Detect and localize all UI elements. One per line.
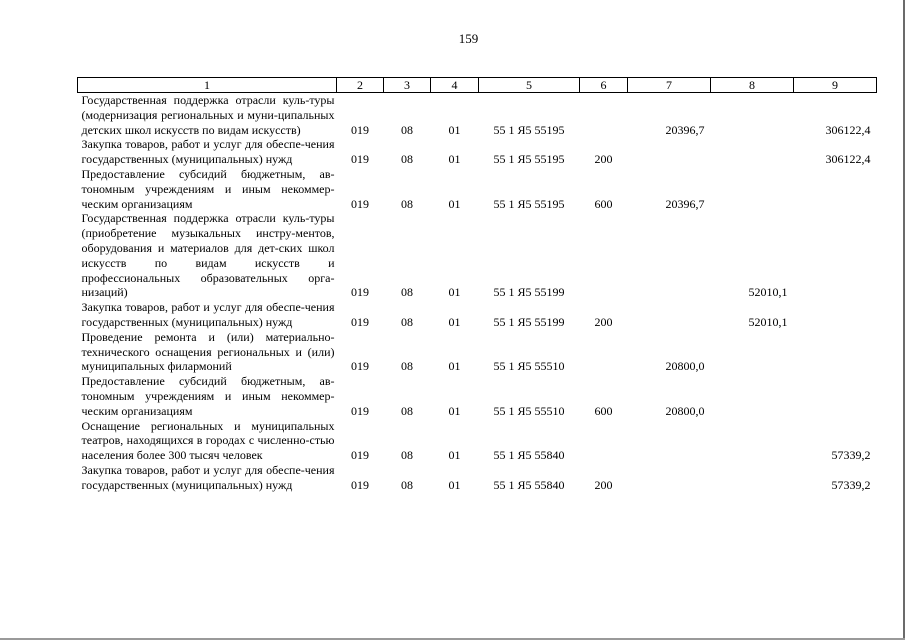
row-ministry-code: 019 — [351, 477, 369, 492]
table-row — [78, 300, 877, 330]
row-amount-col8 — [711, 167, 794, 211]
row-name: Оснащение региональных и муниципальных театров, находящихся в городах с численно-стью населения более 300 тысяч человек — [81, 418, 335, 463]
row-amount-col7 — [628, 211, 711, 300]
row-subsection-code: 01 — [448, 448, 461, 463]
row-amount-col8 — [711, 330, 794, 374]
column-header-6: 6 — [580, 78, 628, 93]
column-header-8: 8 — [711, 78, 794, 93]
row-target-article: 55 1 Я5 55510 — [493, 359, 565, 374]
budget-table — [77, 77, 877, 493]
column-number-row — [78, 78, 877, 93]
table-row — [78, 374, 877, 418]
row-expense-type — [580, 211, 628, 300]
row-amount-col8 — [711, 374, 794, 418]
table-row — [78, 93, 877, 138]
row-amount-col7: 20396,7 — [665, 196, 705, 211]
row-amount-col9 — [794, 330, 877, 374]
row-amount-col8 — [711, 93, 794, 138]
row-target-article: 55 1 Я5 55840 — [493, 448, 565, 463]
row-amount-col7: 20800,0 — [665, 403, 705, 418]
row-ministry-code: 019 — [351, 285, 369, 300]
row-ministry-code: 019 — [351, 196, 369, 211]
row-expense-type: 600 — [594, 196, 613, 211]
row-subsection-code: 01 — [448, 403, 461, 418]
row-name: Государственная поддержка отрасли куль-туры (модернизация региональных и муни-ципальных детских школ искусств по видам искусств) — [81, 93, 335, 137]
row-subsection-code: 01 — [448, 359, 461, 374]
row-subsection-code: 01 — [448, 152, 461, 167]
row-amount-col9: 306122,4 — [825, 152, 871, 167]
row-target-article: 55 1 Я5 55199 — [493, 314, 565, 329]
row-amount-col8 — [711, 419, 794, 463]
row-name: Государственная поддержка отрасли куль-туры (приобретение музыкальных инстру-ментов, оборудования и материалов для дет-ских школ искусств по видам искусств и профессиональных образовательных орга-низаций) — [81, 211, 335, 300]
row-section-code: 08 — [401, 359, 413, 374]
row-subsection-code: 01 — [448, 122, 461, 137]
row-section-code: 08 — [401, 477, 413, 492]
row-section-code: 08 — [401, 403, 413, 418]
column-header-5: 5 — [479, 78, 580, 93]
row-expense-type: 200 — [594, 152, 613, 167]
column-header-3: 3 — [384, 78, 431, 93]
row-section-code: 08 — [401, 448, 413, 463]
row-amount-col8 — [711, 463, 794, 493]
row-expense-type: 200 — [594, 314, 613, 329]
row-ministry-code: 019 — [351, 152, 369, 167]
row-name: Проведение ремонта и (или) материально-технического оснащения региональных и (или) муниципальных филармоний — [81, 329, 335, 374]
row-amount-col9 — [794, 300, 877, 330]
row-amount-col9 — [794, 374, 877, 418]
row-amount-col7 — [628, 300, 711, 330]
table-row — [78, 463, 877, 493]
row-amount-col7: 20396,7 — [665, 122, 705, 137]
column-header-1: 1 — [78, 78, 337, 93]
row-expense-type: 200 — [594, 477, 613, 492]
row-target-article: 55 1 Я5 55510 — [493, 403, 565, 418]
row-amount-col8 — [711, 137, 794, 167]
page-number: 159 — [458, 31, 479, 46]
column-header-7: 7 — [628, 78, 711, 93]
row-name: Закупка товаров, работ и услуг для обеспе-чения государственных (муниципальных) нужд — [81, 462, 335, 492]
row-subsection-code: 01 — [448, 196, 461, 211]
row-target-article: 55 1 Я5 55195 — [493, 122, 565, 137]
row-ministry-code: 019 — [351, 403, 369, 418]
table-row — [78, 330, 877, 374]
row-amount-col7 — [628, 419, 711, 463]
row-amount-col7 — [628, 463, 711, 493]
row-name: Закупка товаров, работ и услуг для обеспе-чения государственных (муниципальных) нужд — [81, 300, 335, 329]
row-ministry-code: 019 — [351, 314, 369, 329]
row-name: Предоставление субсидий бюджетным, ав-тономным учреждениям и иным некоммер-ческим организациям — [81, 166, 335, 211]
column-header-9: 9 — [794, 78, 877, 93]
row-subsection-code: 01 — [448, 285, 461, 300]
row-section-code: 08 — [401, 122, 413, 137]
row-amount-col9: 306122,4 — [825, 122, 871, 137]
row-ministry-code: 019 — [351, 359, 369, 374]
row-target-article: 55 1 Я5 55195 — [493, 196, 565, 211]
row-amount-col9 — [794, 167, 877, 211]
row-expense-type — [580, 93, 628, 138]
row-target-article: 55 1 Я5 55199 — [493, 285, 565, 300]
row-section-code: 08 — [401, 152, 413, 167]
row-amount-col8: 52010,1 — [748, 285, 788, 300]
row-amount-col9: 57339,2 — [831, 477, 871, 492]
table-row — [78, 137, 877, 167]
table-row — [78, 419, 877, 463]
row-name: Закупка товаров, работ и услуг для обеспе-чения государственных (муниципальных) нужд — [81, 137, 335, 167]
row-expense-type: 600 — [594, 403, 613, 418]
row-section-code: 08 — [401, 285, 413, 300]
row-amount-col9 — [794, 211, 877, 300]
table-row — [78, 167, 877, 211]
row-amount-col7 — [628, 137, 711, 167]
row-amount-col9: 57339,2 — [831, 448, 871, 463]
row-ministry-code: 019 — [351, 122, 369, 137]
row-expense-type — [580, 419, 628, 463]
row-section-code: 08 — [401, 314, 413, 329]
row-name: Предоставление субсидий бюджетным, ав-тономным учреждениям и иным некоммер-ческим организациям — [81, 374, 335, 418]
row-amount-col8: 52010,1 — [748, 314, 788, 329]
table-row — [78, 211, 877, 300]
row-ministry-code: 019 — [351, 448, 369, 463]
row-subsection-code: 01 — [448, 314, 461, 329]
row-amount-col7: 20800,0 — [665, 359, 705, 374]
row-target-article: 55 1 Я5 55840 — [493, 477, 565, 492]
row-expense-type — [580, 330, 628, 374]
row-subsection-code: 01 — [448, 477, 461, 492]
column-header-4: 4 — [431, 78, 479, 93]
column-header-2: 2 — [337, 78, 384, 93]
row-target-article: 55 1 Я5 55195 — [493, 152, 565, 167]
row-section-code: 08 — [401, 196, 413, 211]
